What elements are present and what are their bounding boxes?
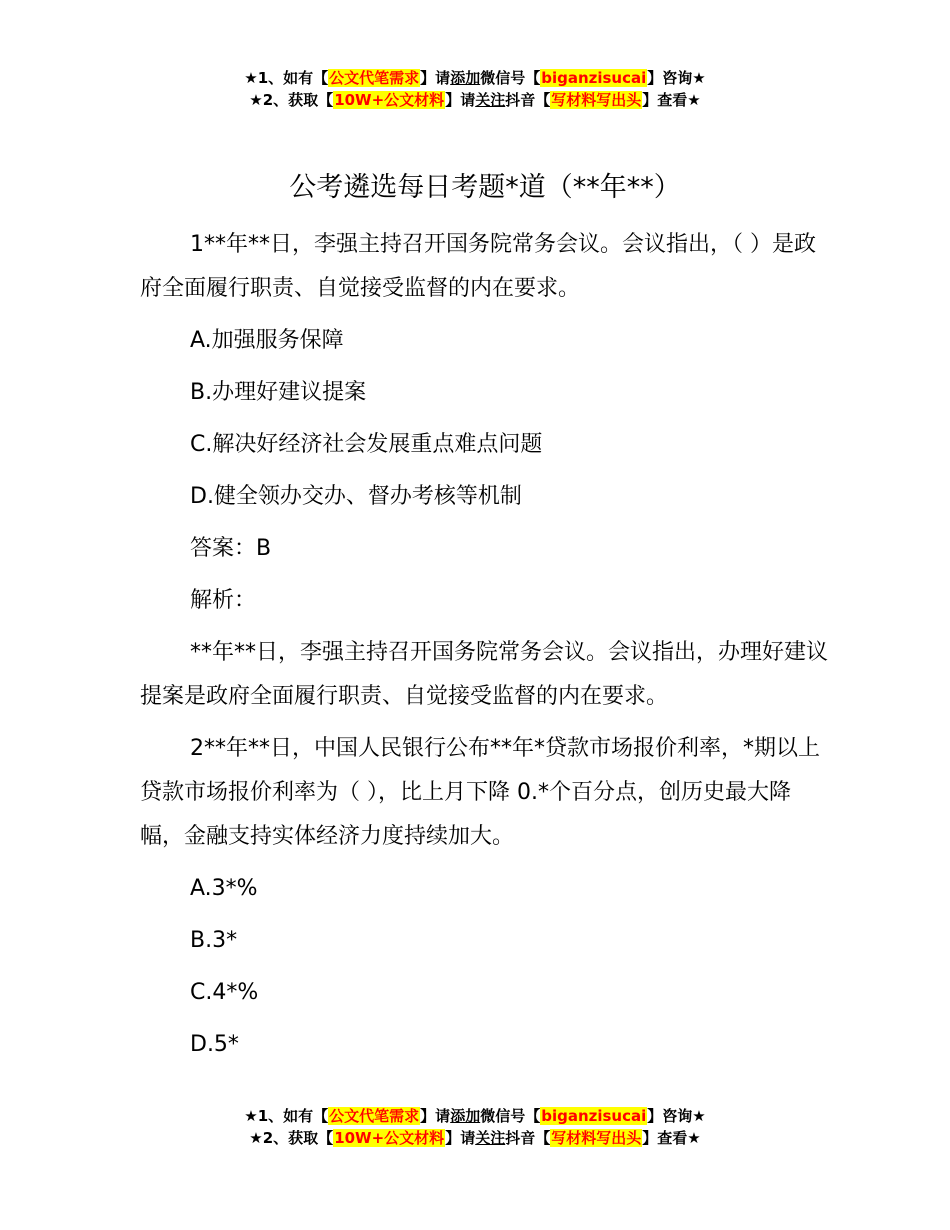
banner-line-1: [0, 1105, 950, 1127]
question-1-analysis-label: 解析：: [190, 588, 257, 613]
banner-text: 微信号【: [480, 69, 541, 87]
banner-text: 】请: [445, 1129, 476, 1147]
question-1-stem: 1**年**日，李强主持召开国务院常务会议。会议指出，（ ）是政府全面履行职责、自觉接受监督的内在要求。: [140, 232, 816, 301]
banner-text: 】查看★: [642, 1129, 701, 1147]
question-2-option-d: D.5*: [190, 1032, 239, 1057]
banner-underline: 添加: [450, 69, 481, 87]
question-2-option-b: B.3*: [190, 928, 238, 953]
banner-text: ★1、如有【: [244, 69, 329, 87]
question-1-answer: 答案：B: [190, 536, 272, 561]
banner-text: 抖音【: [505, 1129, 551, 1147]
page-title: 公考遴选每日考题*道（**年**）: [289, 172, 681, 203]
question-1-option-a: A.加强服务保障: [190, 328, 344, 353]
question-1-option-b: B.办理好建议提案: [190, 380, 367, 405]
banner-text: ★2、获取【: [249, 1129, 334, 1147]
banner-text: 】请: [420, 69, 451, 87]
question-1-option-c: C.解决好经济社会发展重点难点问题: [190, 432, 543, 457]
banner-text: 抖音【: [505, 91, 551, 109]
banner-line-1: [0, 67, 950, 89]
question-2-option-a: A.3*%: [190, 876, 258, 901]
banner-text: 】咨询★: [647, 69, 706, 87]
question-1-analysis: **年**日，李强主持召开国务院常务会议。会议指出，办理好建议提案是政府全面履行职责、自觉接受监督的内在要求。: [140, 640, 829, 709]
header-banner: [0, 67, 950, 111]
banner-line-2: [0, 1127, 950, 1149]
banner-text: 微信号【: [480, 1107, 541, 1125]
banner-text: ★2、获取【: [249, 91, 334, 109]
banner-text: 】咨询★: [647, 1107, 706, 1125]
banner-highlight: 10W+公文材料: [334, 91, 445, 109]
banner-underline: 关注: [475, 91, 506, 109]
banner-underline: 关注: [475, 1129, 506, 1147]
banner-highlight: 写材料写出头: [551, 1129, 642, 1147]
banner-text: 】查看★: [642, 91, 701, 109]
banner-highlight: 公文代笔需求: [329, 1107, 420, 1125]
question-2-stem: 2**年**日，中国人民银行公布**年*贷款市场报价利率，*期以上贷款市场报价利率为（ ），比上月下降 0.*个百分点，创历史最大降幅，金融支持实体经济力度持续加大。: [140, 736, 820, 849]
banner-highlight: 写材料写出头: [551, 91, 642, 109]
banner-text: 】请: [445, 91, 476, 109]
banner-line-2: [0, 89, 950, 111]
banner-underline: 添加: [450, 1107, 481, 1125]
banner-highlight: 10W+公文材料: [334, 1129, 445, 1147]
banner-text: 】请: [420, 1107, 451, 1125]
banner-highlight: biganzisucai: [541, 1107, 647, 1125]
banner-text: ★1、如有【: [244, 1107, 329, 1125]
question-2-option-c: C.4*%: [190, 980, 259, 1005]
footer-banner: [0, 1105, 950, 1149]
question-1-option-d: D.健全领办交办、督办考核等机制: [190, 484, 522, 509]
banner-highlight: 公文代笔需求: [329, 69, 420, 87]
banner-highlight: biganzisucai: [541, 69, 647, 87]
document-body: [140, 165, 830, 1075]
